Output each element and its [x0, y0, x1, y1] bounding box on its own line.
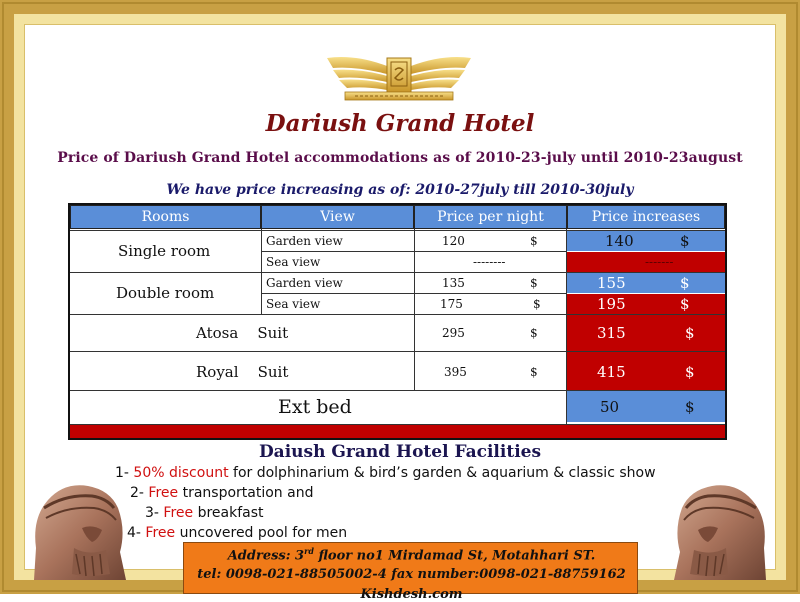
facility-item-3	[145, 505, 264, 521]
address-text: floor no1 Mirdamad St, Motahhari ST.	[313, 548, 596, 564]
currency: $	[680, 295, 690, 313]
grid-line	[70, 390, 725, 391]
grid-line	[70, 424, 725, 425]
room-royal-suit: Royal Suit	[196, 363, 289, 381]
increase-royal: 415	[597, 363, 626, 381]
address-line	[184, 546, 639, 563]
increase-cell-double-sea	[567, 294, 725, 314]
currency: $	[680, 232, 690, 250]
facility-highlight: Free	[145, 525, 176, 541]
view-sea: Sea view	[266, 297, 321, 311]
grid-line	[414, 229, 415, 391]
hotel-logo	[325, 52, 473, 104]
increase-single-garden: 140	[605, 232, 634, 250]
price-atosa: 295	[442, 326, 465, 340]
currency: $	[685, 324, 695, 342]
currency: $	[685, 398, 695, 416]
grid-line	[566, 229, 567, 425]
grid-line	[70, 272, 725, 273]
price-period-heading: Price of Dariush Grand Hotel accommodations as of 2010-23-july until 2010-23august	[57, 150, 743, 166]
room-atosa-suit: Atosa Suit	[196, 324, 289, 342]
view-garden: Garden view	[266, 234, 343, 248]
facility-number: 4-	[127, 525, 146, 541]
price-single-garden: 120	[442, 234, 465, 248]
website-line: Kishdesh.com	[360, 587, 463, 602]
grid-line	[70, 230, 725, 231]
price-double-sea: 175	[440, 297, 463, 311]
facility-text: for dolphinarium & bird’s garden & aquarium & classic show	[228, 465, 656, 481]
view-garden: Garden view	[266, 276, 343, 290]
increase-double-garden: 155	[597, 274, 626, 292]
header-view: View	[261, 205, 414, 229]
facility-number: 1-	[115, 465, 134, 481]
currency: $	[530, 326, 538, 340]
increase-cell-ext-bed	[567, 391, 725, 422]
increase-cell-royal	[567, 352, 725, 390]
grid-line	[70, 314, 725, 315]
price-single-sea: --------	[473, 255, 506, 269]
grid-line	[261, 293, 567, 294]
currency: $	[685, 363, 695, 381]
phone-fax-line: tel: 0098-021-88505002-4 fax number:0098-021-88759162	[197, 567, 626, 582]
facility-text: transportation and	[178, 485, 314, 501]
header-price-increases: Price increases	[567, 205, 725, 229]
currency: $	[530, 276, 538, 290]
currency: $	[530, 234, 538, 248]
grid-line	[70, 351, 725, 352]
facility-number: 3-	[145, 505, 164, 521]
left-statue-image	[14, 478, 144, 580]
facility-item-4	[127, 525, 347, 541]
facility-highlight: Free	[148, 485, 179, 501]
view-sea: Sea view	[266, 255, 321, 269]
price-table	[68, 203, 727, 440]
right-statue-image	[660, 478, 786, 580]
currency: $	[533, 297, 541, 311]
price-royal: 395	[444, 365, 467, 379]
facility-number: 2-	[130, 485, 149, 501]
facility-highlight: 50% discount	[133, 465, 229, 481]
facility-item-1	[115, 465, 656, 481]
price-double-garden: 135	[442, 276, 465, 290]
increase-cell-atosa	[567, 315, 725, 351]
facilities-title: Daiush Grand Hotel Facilities	[258, 442, 542, 462]
increase-cell-single-garden	[567, 231, 725, 251]
address-text: Address: 3	[227, 548, 305, 564]
room-double: Double room	[116, 284, 215, 302]
increase-single-sea: -------	[645, 255, 674, 269]
facility-highlight: Free	[163, 505, 194, 521]
facility-text: breakfast	[193, 505, 264, 521]
currency: $	[530, 365, 538, 379]
header-price-per-night: Price per night	[414, 205, 567, 229]
address-ordinal: rd	[304, 546, 314, 556]
increase-atosa: 315	[597, 324, 626, 342]
header-rooms: Rooms	[70, 205, 261, 229]
room-single: Single room	[118, 242, 211, 260]
facility-item-2	[130, 485, 313, 501]
hotel-name: Dariush Grand Hotel	[265, 110, 535, 137]
increase-cell-double-garden	[567, 273, 725, 293]
price-increase-note: We have price increasing as of: 2010-27july till 2010-30july	[166, 182, 634, 198]
ext-bed-label: Ext bed	[278, 396, 352, 418]
table-footer-strip	[70, 425, 725, 438]
facility-text: uncovered pool for men	[175, 525, 348, 541]
increase-ext-bed: 50	[600, 398, 620, 416]
currency: $	[680, 274, 690, 292]
address-box	[183, 542, 638, 602]
grid-line	[261, 251, 567, 252]
increase-double-sea: 195	[597, 295, 626, 313]
